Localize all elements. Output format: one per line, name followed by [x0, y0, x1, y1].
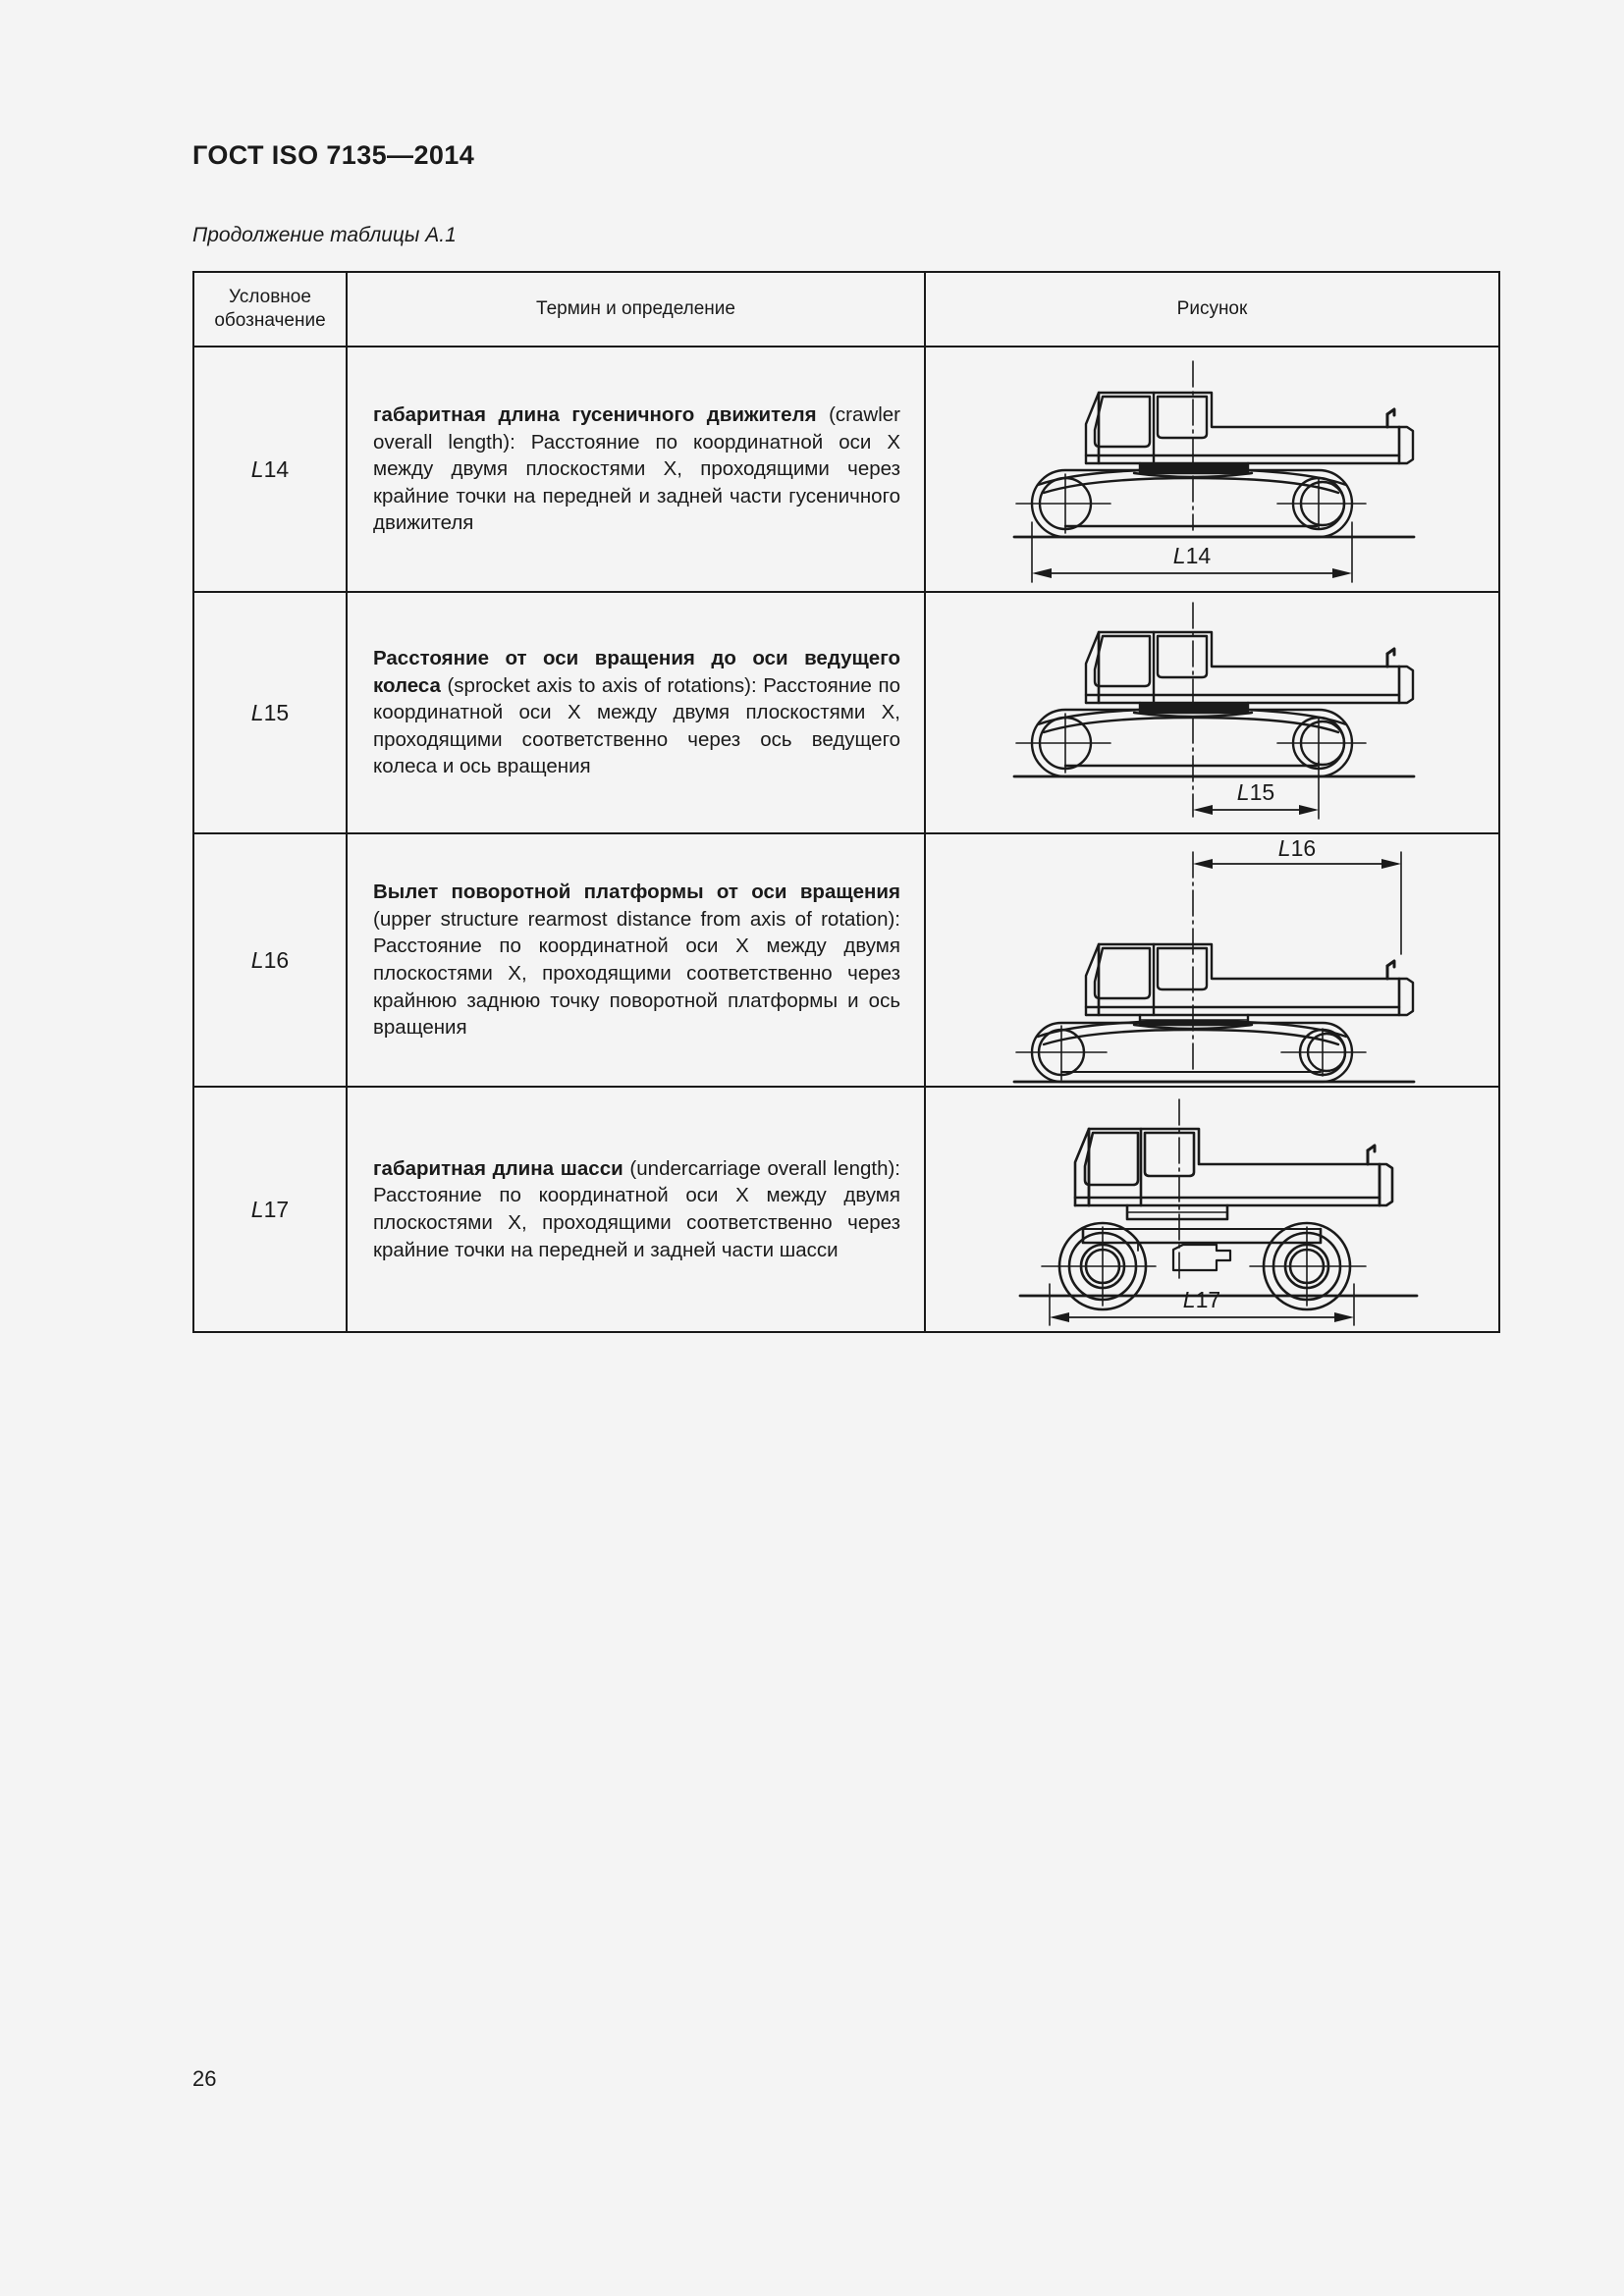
terms-table [192, 271, 1500, 1333]
column-header-symbol [193, 272, 347, 347]
dimension-label-l16: L16 [1277, 835, 1317, 861]
table-row [193, 1087, 1499, 1332]
term-cell-l15 [347, 592, 925, 833]
figure-cell-l14 [925, 347, 1499, 592]
term-bold-l17: габаритная длина шасси [373, 1156, 623, 1180]
column-header-symbol-line1: Условное [229, 287, 311, 308]
term-bold-l15: Расстояние от оси вращения до оси ведущего колеса [373, 647, 900, 697]
symbol-letter: L [250, 1196, 264, 1222]
term-rest-l15: (sprocket axis to axis of rotations): Расстояние по координатной оси Х между двумя плоскостями Х, проходящими соответственно через ось ведущего колеса и ось вращения [373, 673, 900, 778]
figure-crawler-overall-length [926, 347, 1500, 591]
symbol-cell-l14 [193, 347, 347, 592]
figure-cell-l15 [925, 592, 1499, 833]
column-header-figure: Рисунок [925, 272, 1499, 347]
term-rest-l17: (undercarriage overall length): Расстояние по координатной оси Х между двумя плоскостями Х, проходящими соответственно через крайние точки на передней и задней части шасси [373, 1156, 900, 1261]
dimension-label-l17: L17 [1182, 1287, 1221, 1312]
figure-cell-l16 [925, 833, 1499, 1087]
dimension-label-l14: L14 [1172, 543, 1212, 568]
page-number: 26 [192, 2066, 217, 2091]
term-cell-l16 [347, 833, 925, 1087]
term-cell-l17 [347, 1087, 925, 1332]
term-rest-l14: (crawler overall length): Расстояние по координатной оси Х между двумя плоскостями Х, проходящими через крайние точки на передней и задней части гусеничного движителя [373, 403, 900, 535]
symbol-number: 15 [263, 699, 290, 725]
symbol-letter: L [250, 946, 264, 973]
symbol-number: 14 [263, 455, 290, 482]
symbol-cell-l16 [193, 833, 347, 1087]
symbol-letter: L [250, 699, 264, 725]
term-cell-l14 [347, 347, 925, 592]
column-header-term: Термин и определение [347, 272, 925, 347]
symbol-number: 16 [263, 946, 290, 973]
symbol-number: 17 [263, 1196, 290, 1222]
dimension-label-l15: L15 [1236, 779, 1275, 805]
term-rest-l16: (upper structure rearmost distance from axis of rotation): Расстояние по координатной оси Х между двумя плоскостями Х, проходящими соответственно через крайнюю заднюю точку поворотной платформы и ось вращения [373, 907, 900, 1040]
table-caption: Продолжение таблицы А.1 [192, 224, 457, 246]
figure-sprocket-axis-to-rotation-axis [926, 593, 1500, 832]
table-row [193, 347, 1499, 592]
symbol-letter: L [250, 455, 264, 482]
table-header-row [193, 272, 1499, 347]
term-bold-l16: Вылет поворотной платформы от оси вращения [373, 881, 900, 904]
symbol-cell-l17 [193, 1087, 347, 1332]
figure-undercarriage-overall-length [926, 1088, 1500, 1331]
column-header-symbol-line2: обозначение [214, 310, 326, 331]
table-row [193, 592, 1499, 833]
figure-cell-l17 [925, 1087, 1499, 1332]
page-title: ГОСТ ISO 7135—2014 [192, 140, 475, 170]
term-bold-l14: габаритная длина гусеничного движителя [373, 403, 817, 427]
figure-upper-structure-rearmost-distance [926, 834, 1500, 1086]
symbol-cell-l15 [193, 592, 347, 833]
table-row [193, 833, 1499, 1087]
